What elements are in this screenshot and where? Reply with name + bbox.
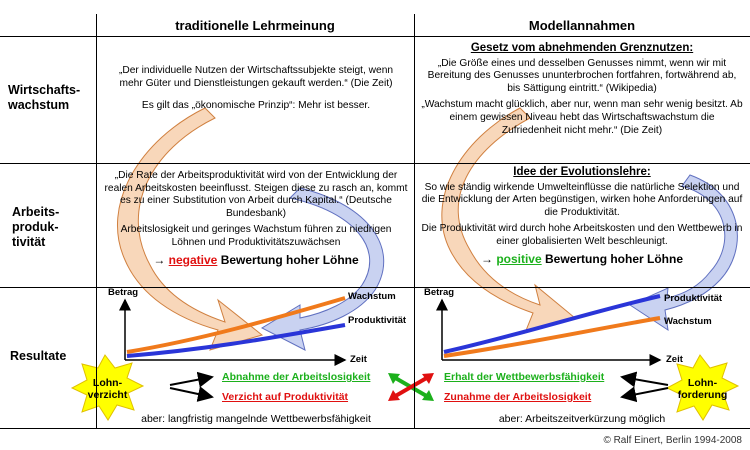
row-header-wirtschaftswachstum: Wirtschafts- wachstum: [8, 83, 81, 112]
right-chart-label-wachstum: Wachstum: [664, 316, 712, 327]
left-outcome-produktivitaet: Verzicht auf Produktivität: [222, 391, 349, 403]
conclusion-negative: [104, 254, 408, 267]
grid-line: [414, 14, 415, 428]
right-chart-xlabel: Zeit: [666, 354, 683, 365]
left-footer: aber: langfristig mangelnde Wettbewerbsfähigkeit: [141, 413, 371, 425]
left-burst-label: Lohn- verzicht: [87, 377, 128, 401]
grid-line: [96, 14, 97, 428]
arrow-symbol: →: [153, 252, 166, 267]
produktivitaet-text: Die Produktivität wird durch hohe Arbeitskosten und den Wettbewerb in einer globalisierten Welt beschleunigt.: [421, 223, 743, 247]
grid-line: [0, 36, 750, 37]
right-chart-label-produktivitaet: Produktivität: [664, 293, 723, 304]
right-outcome-wettbewerb: Erhalt der Wettbewerbsfähigkeit: [444, 371, 605, 383]
conclusion-text: Bewertung hoher Löhne: [220, 252, 359, 267]
grid-line: [0, 163, 750, 164]
positive-label: positive: [496, 251, 542, 266]
left-chart-label-produktivitaet: Produktivität: [348, 315, 407, 326]
left-chart-xlabel: Zeit: [350, 354, 367, 365]
cell-r2-traditional: [104, 170, 408, 266]
row-header-arbeitsproduktivitaet: Arbeits- produk- tivität: [12, 205, 60, 249]
row-header-resultate: Resultate: [10, 349, 67, 363]
conclusion-text: Bewertung hoher Löhne: [545, 251, 684, 266]
quote-genuss: „Die Größe eines und desselben Genusses nimmt, wenn wir mit Bereitung des Genusses ununterbrochen fortfahren, fortwährend ab, bis Sättigung eintritt.“ (Wikipedia): [427, 57, 737, 94]
left-chart-ylabel: Betrag: [108, 287, 139, 298]
grid-line: [0, 428, 750, 429]
title-evolutionslehre: Idee der Evolutionslehre:: [513, 166, 651, 178]
quote-nutzen: „Der individuelle Nutzen der Wirtschaftssubjekte steigt, wenn mehr Güter und Dienstleistungen gekauft werden.“ (Die Zeit): [118, 65, 394, 89]
right-chart-ylabel: Betrag: [424, 287, 455, 298]
quote-bundesbank: „Die Rate der Arbeitsproduktivität wird von der Entwicklung der realen Arbeitskosten beeinflusst. Steigen diese zu rasch an, kommt es zu einer Substitution von Arbeit durch Kapital.“ (Deutsche Bundesbank): [104, 170, 408, 219]
column-header-traditional: traditionelle Lehrmeinung: [175, 18, 335, 33]
column-header-model: Modellannahmen: [528, 18, 636, 33]
right-outcome-arbeitslosigkeit: Zunahme der Arbeitslosigkeit: [444, 391, 592, 403]
copyright-notice: © Ralf Einert, Berlin 1994-2008: [603, 435, 742, 446]
right-burst-label: Lohn- forderung: [677, 377, 728, 401]
conclusion-positive: [420, 253, 744, 266]
left-outcome-arbeitslosigkeit: Abnahme der Arbeitslosigkeit: [222, 371, 371, 383]
oekonomisches-prinzip: Es gilt das „ökonomische Prinzip“: Mehr ist besser.: [141, 100, 371, 112]
cell-r1-model: [420, 42, 744, 141]
negative-label: negative: [168, 252, 218, 267]
left-chart-label-wachstum: Wachstum: [348, 291, 396, 302]
title-grenznutzen: Gesetz vom abnehmenden Grenznutzen:: [470, 42, 694, 54]
arrow-symbol: →: [480, 251, 493, 266]
cell-r1-traditional: [108, 65, 404, 117]
right-footer: aber: Arbeitszeitverkürzung möglich: [498, 413, 666, 425]
evolution-text: So wie ständig wirkende Umwelteinflüsse die natürliche Selektion und die Entwicklung der Arten begünstigen, wirken hohe Anforderungen auf die Produktivität.: [421, 181, 743, 218]
cell-r2-model: [420, 166, 744, 265]
arbeitslosigkeit-text: Arbeitslosigkeit und geringes Wachstum führen zu niedrigen Löhnen und Produktivitätszuwächsen: [120, 224, 392, 248]
quote-wachstum-gluecklich: „Wachstum macht glücklich, aber nur, wenn man sehr wenig besitzt. Ab einem gewissen Niveau hebt das Wirtschaftswachstum die Zufriedenheit nicht mehr.“ (Die Zeit): [421, 99, 743, 136]
